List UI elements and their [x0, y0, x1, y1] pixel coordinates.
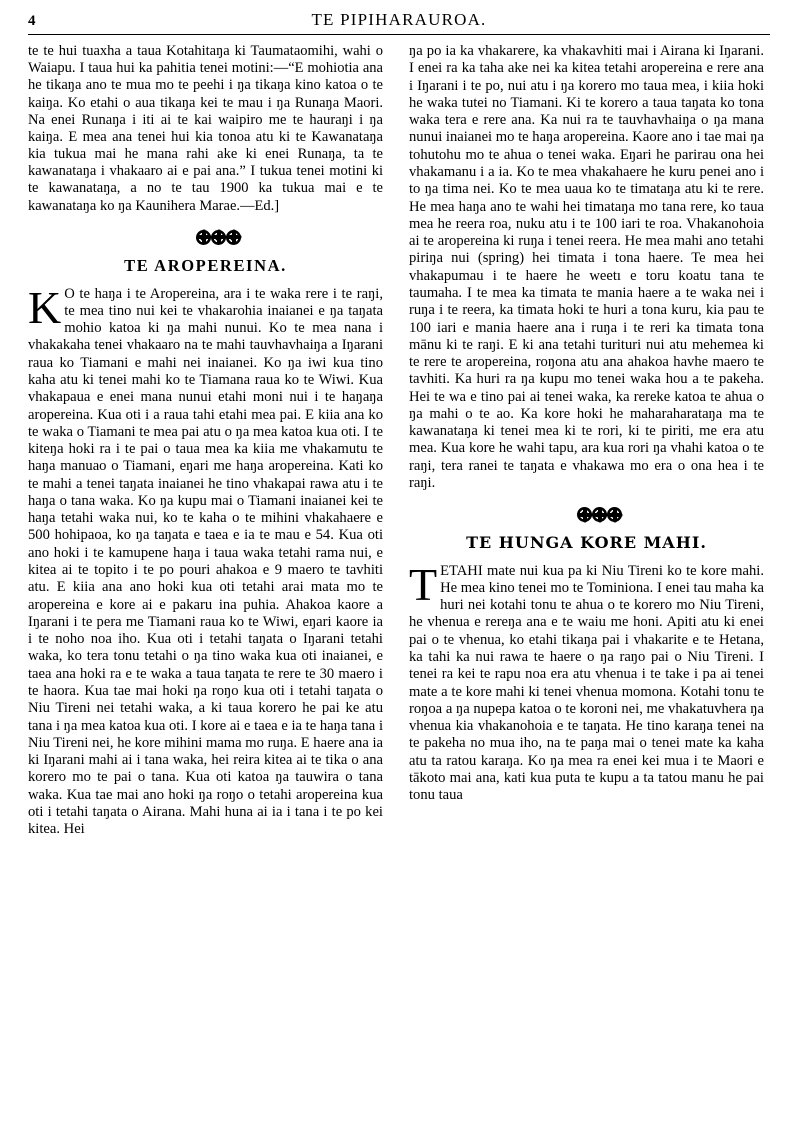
article-continuation-aropereina: ŋa po ia ka vhakarere, ka vhakavhiti mai i Airana ki Iŋarani. I enei ra ka taha ake nei ka kitea tetahi aropereina e rere ana i Iŋarani i te po, nui atu i ŋa korero mo taua mea, i kiia hoki he waka tutei no Tiamani. Ki te korero a taua taŋata ko tona waka tera e rere ana. Ka nui ra te tauvhavhaiŋa o ŋa mana nunui inaianei mo te haŋa aropereina. Kaore ano i tae mai ŋa tohutohu mo te ahua o tenei waka. Eŋari he parirau ona hei vhakamanu i a ia. Ko te mea vhakahaere he kuru penei ano i to ŋa tima nei. Ko te mea uaua ko te timataŋa atu ki te rere. He mea haŋa ano te wahi hei timataŋa mo tana rere, ko taua mea he reera roa, nuku atu i te 100 iari te roa. Vhakanohoia ai te aropereina ki ruŋa i tenei reera. He mea mahi ano tetahi piriŋa nui (spring) hei timata i tona haere. Te mea hei vhakapumau i te haere he weetı e toru koatu tana te taumaha. I te mea ka timata te mania haere a te waka nei i ruŋa i te reera, ka timata hoki te huri a tona kuru, kia pau te 100 iari e mania haere ana i ruŋa i te reri ka timata tona mānu ki te raŋi. E ki ana tetahi turituri nui atu mehemea ki te rere te aropereina, roŋona atu ana ahakoa havhe maero te tavhiti. Ka huri ra ŋa kupu mo tenei waka hou a te pakeha. Hei te wa e tino pai ai tenei waka, ka rereke katoa te ahua o ŋa mahi o te ao. Ka kore hoki he maharaharataŋa ma te kawanataŋa ki tenei mea ki te rori, ki te piriti, me era atu mea. Kua kore he wahi tapu, ara kua rori ŋa vhahi katoa o te raŋi, tera ranei te taŋata e vhakawa mo era o ona hea i te raŋi.: [409, 43, 764, 492]
rosette-ornament-icon: [577, 507, 592, 522]
left-column: [28, 43, 383, 1128]
rosette-ornament-icon: [226, 230, 241, 245]
rosette-ornament-icon: [592, 507, 607, 522]
article-text: O te haŋa i te Aropereina, ara i te waka rere i te raŋi, te mea tino nui kei te vhakarohia inaianei e ŋa taŋata mohio katoa ki ŋa mahi nunui. Ko te mea nana i vhakakaha tenei vhakaaro na te mahi tauvhavhaiŋa a Iŋarani raua ko Tiamani e mahi nei inaianei. Ko ŋa iwi kua tino kaha atu ki tenei mahi ko te Tiamana raua ko te Wiwi. Kua vhakapaua e enei mana nunui etahi moni nui i te haŋaŋa aropereina. Kua oti i a raua tahi etahi mea pai. E kiia ana ko te waka o Tiamani te mea pai atu o ŋa mea katoa kua oti. I te kiteŋa hoki ra i te pai o taua mea ka kiia me vhakamutu te haŋa manuao o Tiamani, eŋari me haŋa aropereina. Kati ko te mahi a tenei taŋata inaianei he tino vhakapai rawa atu i te haŋa o tana waka. Ko ŋa kupu mai o Tiamani inaianei kei te haŋa tetahi waka nui, ko te kaha o te mihini vhakahaere e 500 hohipaoa, ko ŋa taŋata e taea e ia te mau e 54. Kua oti ano hoki i te kamupene haŋa i taua waka tetahi rama nui, e kitea ai te topito i te po pouri ahakoa e 9 maero te tavhiti atu. E kiia ana ano hoki kua oti tetahi arai mata mo te aropereina e kore ai e pakaru ina puhia. Ahakoa kaore a Iŋarani i te pera me Tiamani raua ko te Wiwi, eŋari kaore ia i te noho noa iho. Kua oti i tetahi taŋata o Iŋarani tetahi waka, ko tera tonu tetahi o ŋa tino waka kua oti inaianei, e taea ana hoki ra e te waka a taua taŋata te rere te 30 maero i te haora. Kua tae mai hoki ŋa roŋo kua oti i tetahi taŋata o Niu Tireni nei tetahi waka, a ki taua korero he pai ke atu tana i ŋa mea katoa kua oti. I kore ai e taea e ia te haŋa tana i Niu Tireni nei, he kore mihini mama mo ruŋa. E haere ana ia ki Iŋarani mahi ai i tana waka, hei reira kitea ai te tika o ana korero mo te pai o tana. Kua oti katoa ŋa tauwira o tana waka. Kua tae mai ano hoki ŋa roŋo o tetahi aropereina kua oti i tetahi taŋata o Airana. Mahi huna ai ia i tana i te po kei kitea. Hei: [28, 285, 383, 838]
right-column: [409, 43, 764, 1128]
running-head: [28, 10, 770, 32]
drop-cap-letter: T: [409, 558, 438, 610]
article-text: ETAHI mate nui kua pa ki Niu Tireni ko te kore mahi. He mea kino tenei mo te Tominiona. I enei tau maha ka huri nei kotahi tonu te ahua o te korero mo Niu Tireni, he vhenua e rereŋa ana e te waiu me honi. Apiti atu ki enei pai o te vhenua, ko etahi tikaŋa pai i vhakarite e te Hetana, ka tahi ka nui rawa te haere o ŋa raŋo pai o Niu Tireni. I tenei ra kei te rapu noa era atu vhenua i te take i pa ai tenei mate a te kore mahi ki tenei vhenua momona. Kotahi tonu te roŋoa a ŋa nupepa katoa o te koroni nei, me vhakatuvhera ŋa vhenua kia vhakanohoia e te taŋata. He tino karaŋa tenei na te pakeha no mua iho, na te paŋa mai o tenei mate ka kaha atu ta ratou karaŋa. Ko ŋa mea ra enei kei mua i te Maori e tākoto mai ana, kati kua puta te kupu a ta tatou manu he pai tonu taua: [409, 562, 764, 804]
article-body-aropereina: [28, 281, 383, 839]
rosette-ornament-icon: [211, 230, 226, 245]
column-container: [28, 43, 770, 1128]
section-title-aropereina: TE AROPEREINA.: [124, 256, 287, 275]
section-title-hunga-kore-mahi: TE HUNGA KORE MAHI.: [466, 532, 707, 552]
ornament-divider-1: [28, 229, 383, 246]
page-title: TE PIPIHARAUROA.: [311, 10, 487, 29]
article-body-hunga-kore-mahi: [409, 558, 764, 805]
header-rule: [28, 34, 770, 35]
rosette-ornament-icon: [607, 507, 622, 522]
rosette-ornament-icon: [196, 230, 211, 245]
drop-cap-letter: K: [28, 281, 62, 333]
folio-number: 4: [28, 13, 36, 29]
ornament-divider-2: [409, 506, 764, 523]
editor-note-paragraph: te te hui tuaxha a taua Kotahitaŋa ki Taumataomihi, wahi o Waiapu. I taua hui ka pahitia tenei motini:—“E mohiotia ana he tikaŋa ano te mua mo te peehi i ŋa tikaŋa kino katoa o te kaiŋa. Ko etahi o aua tikaŋa kei te mau i ŋa Runaŋa Maori. Na enei Runaŋa i iti ai te kai waipiro me te hauraŋi i ŋa kaiŋa. E mea ana tenei hui kia tonoa atu ki te Kawanataŋa kia tukua mai he mana rahi ake ki enei Runaŋa, ta te kawanataŋa i vhakaaro ai e pai ana.” I tukua tenei motini ki te kawanataŋa, a no te tau 1900 ka tukua mai e te kawanataŋa ko ŋa Kaunihera Marae.—Ed.]: [28, 43, 383, 214]
